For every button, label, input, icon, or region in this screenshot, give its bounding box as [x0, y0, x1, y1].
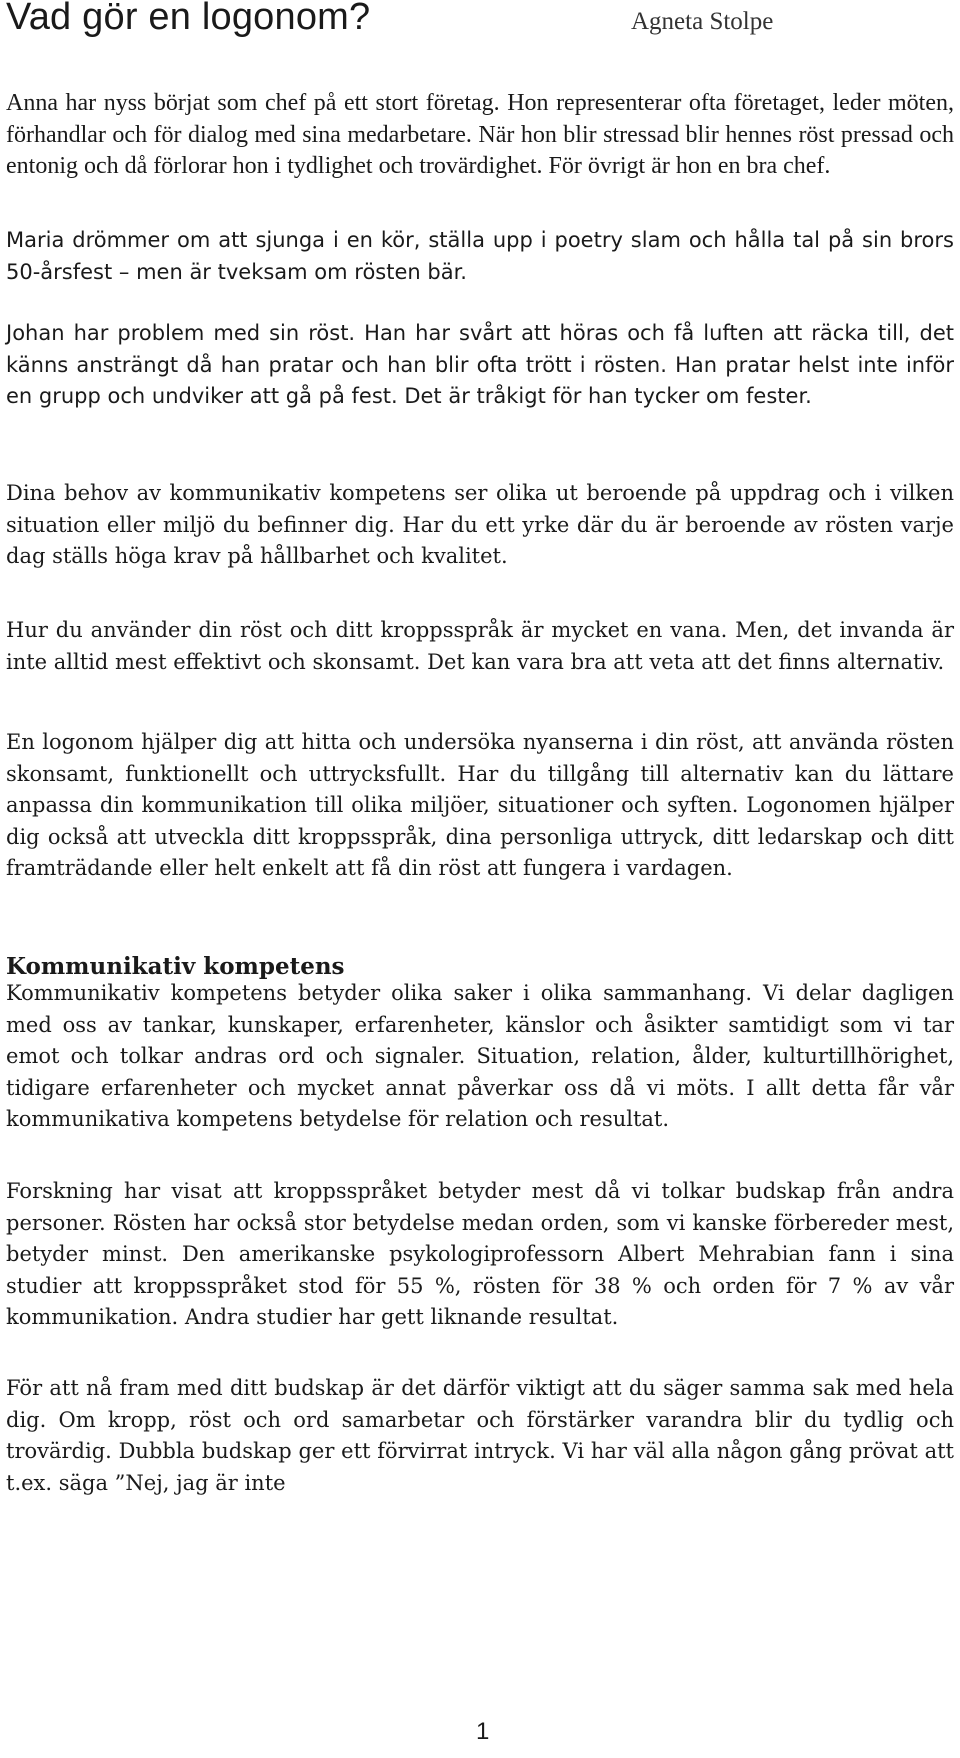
paragraph-anna: Anna har nyss börjat som chef på ett stort företag. Hon representerar ofta företaget, leder möten, förhandlar och för dialog med sina medarbetare. När hon blir stressad blir hennes röst pressad och entonig och då förlorar hon i tydlighet och trovärdighet. För övrigt är hon en bra chef.	[6, 90, 954, 179]
document-header	[6, 0, 954, 60]
document-title: Vad gör en logonom?	[6, 0, 371, 38]
paragraph-johan: Johan har problem med sin röst. Han har svårt att höras och få luften att räcka till, det känns ansträngt då han pratar och han blir ofta trött i rösten. Han pratar helst inte inför en grupp och undviker att gå på fest. Det är tråkigt för han tycker om fester.	[6, 321, 954, 408]
paragraph-needs: Dina behov av kommunikativ kompetens ser olika ut beroende på uppdrag och i vilken situation eller miljö du befinner dig. Har du ett yrke där du är beroende av rösten varje dag ställs höga krav på hållbarhet och kvalitet.	[6, 481, 954, 568]
paragraph-competence: Kommunikativ kompetens betyder olika saker i olika sammanhang. Vi delar dagligen med oss av tankar, kunskaper, erfarenheter, känslor och åsikter samtidigt som vi tar emot och tolkar andras ord och signaler. Situation, relation, ålder, kulturtillhörighet, tidigare erfarenheter och mycket annat påverkar oss då vi möts. I allt detta får vår kommunikativa kompetens betydelse för relation och resultat.	[6, 981, 954, 1131]
paragraph-research: Forskning har visat att kroppsspråket betyder mest då vi tolkar budskap från andra personer. Rösten har också stor betydelse medan orden, som vi kanske förbereder mest, betyder minst. Den amerikanske psykologiprofessorn Albert Mehrabian fann i sina studier att kroppsspråket stod för 55 %, rösten för 38 % och orden för 7 % av vår kommunikation. Andra studier har gett liknande resultat.	[6, 1179, 954, 1329]
author-name: Agneta Stolpe	[631, 8, 774, 35]
section-heading: Kommunikativ kompetens	[6, 953, 345, 980]
paragraph-logonom: En logonom hjälper dig att hitta och undersöka nyanserna i din röst, att använda rösten skonsamt, funktionellt och uttrycksfullt. Har du tillgång till alternativ kan du lättare anpassa din kommunikation till olika miljöer, situationer och syften. Logonomen hjälper dig också att utveckla ditt kroppsspråk, dina personliga uttryck, ditt ledarskap och ditt framträdande eller helt enkelt att få din röst att fungera i vardagen.	[6, 730, 954, 880]
document-page	[6, 0, 954, 1745]
page-number: 1	[476, 1718, 490, 1745]
paragraph-habit: Hur du använder din röst och ditt kroppsspråk är mycket en vana. Men, det invanda är inte alltid mest effektivt och skonsamt. Det kan vara bra att veta att det finns alternativ.	[6, 618, 954, 674]
paragraph-maria: Maria drömmer om att sjunga i en kör, ställa upp i poetry slam och hålla tal på sin brors 50-årsfest – men är tveksam om rösten bär.	[6, 228, 954, 284]
paragraph-message: För att nå fram med ditt budskap är det därför viktigt att du säger samma sak med hela dig. Om kropp, röst och ord samarbetar och förstärker varandra blir du tydlig och trovärdig. Dubbla budskap ger ett förvirrat intryck. Vi har väl alla någon gång prövat att t.ex. säga ”Nej, jag är inte	[6, 1376, 954, 1495]
